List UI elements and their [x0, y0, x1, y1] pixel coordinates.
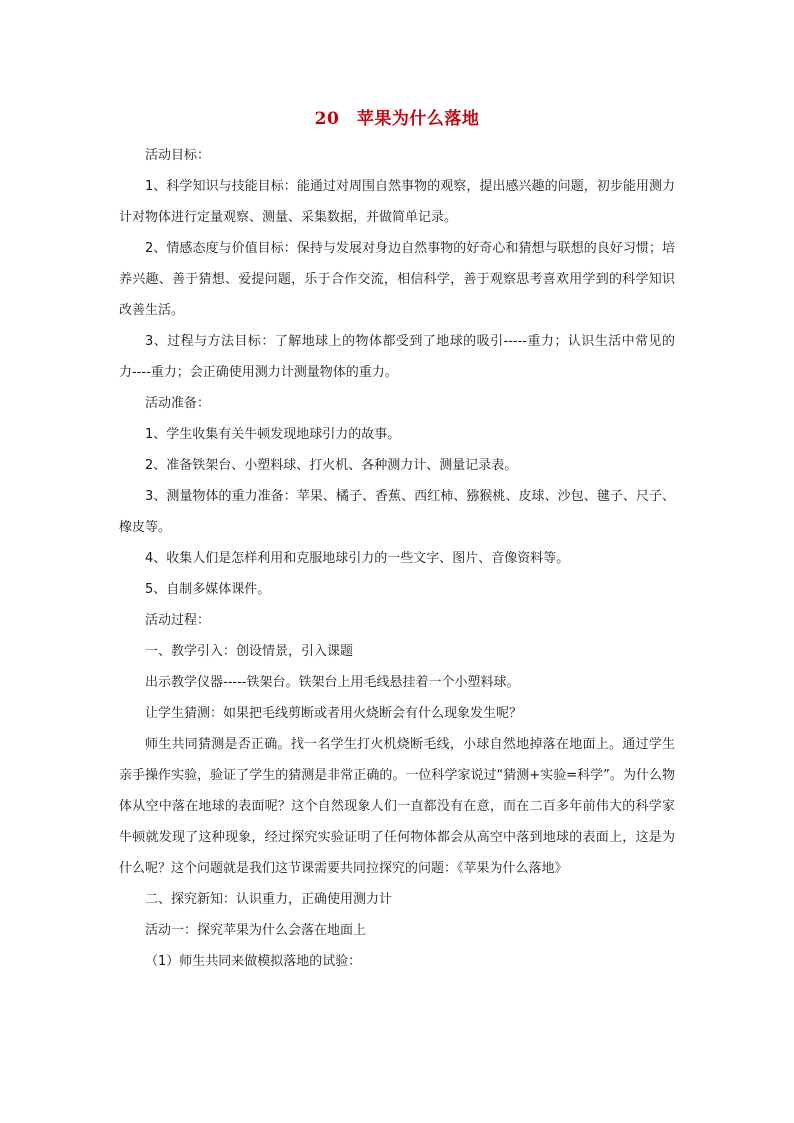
prep-item-4: 4、收集人们是怎样利用和克服地球引力的一些文字、图片、音像资料等。 [145, 551, 570, 566]
prep-item-5: 5、自制多媒体课件。 [145, 582, 271, 597]
prep-item-3: 3、测量物体的重力准备：苹果、橘子、香蕉、西红柿、猕猴桃、皮球、沙包、毽子、尺子、橡皮等。 [119, 489, 675, 535]
section-heading-goals: 活动目标： [145, 148, 211, 163]
process-step-explore: 二、探究新知：认识重力，正确使用测力计 [145, 892, 393, 907]
section-heading-preparation: 活动准备： [145, 396, 211, 411]
document-body [119, 140, 675, 977]
goal-attitude: 2、情感态度与价值目标：保持与发展对身边自然事物的好奇心和猜想与联想的良好习惯；培养兴趣、善于猜想、爱提问题，乐于合作交流，相信科学，善于观察思考喜欢用学到的科学知识改善生活。 [119, 241, 675, 318]
process-step-intro: 一、教学引入：创设情景，引入课题 [145, 644, 354, 659]
process-paragraph: 让学生猜测：如果把毛线剪断或者用火烧断会有什么现象发生呢？ [145, 706, 523, 721]
goal-method: 3、过程与方法目标：了解地球上的物体都受到了地球的吸引-----重力；认识生活中常见的力----重力；会正确使用测力计测量物体的重力。 [119, 334, 675, 380]
goal-knowledge: 1、科学知识与技能目标：能通过对周围自然事物的观察，提出感兴趣的问题，初步能用测力计对物体进行定量观察、测量、采集数据，并做简单记录。 [119, 179, 675, 225]
section-heading-process: 活动过程： [145, 613, 211, 628]
prep-item-1: 1、学生收集有关牛顿发现地球引力的故事。 [145, 427, 401, 442]
activity-heading: 活动一：探究苹果为什么会落在地面上 [145, 923, 367, 938]
prep-item-2: 2、准备铁架台、小塑料球、打火机、各种测力计、测量记录表。 [145, 458, 518, 473]
activity-item: （1）师生共同来做模拟落地的试验： [145, 954, 362, 969]
process-paragraph: 师生共同猜测是否正确。找一名学生打火机烧断毛线，小球自然地掉落在地面上。通过学生亲手操作实验，验证了学生的猜测是非常正确的。一位科学家说过“猜测+实验=科学”。为什么物体从空中落在地球的表面呢？这个自然现象人们一直都没有在意，而在二百多年前伟大的科学家牛顿就发现了这种现象，经过探究实验证明了任何物体都会从高空中落到地球的表面上，这是为什么呢？这个问题就是我们这节课需要共同拉探究的问题：《苹果为什么落地》 [119, 737, 675, 876]
process-paragraph: 出示教学仪器-----铁架台。铁架台上用毛线悬挂着一个小塑料球。 [145, 675, 520, 690]
document-title: 20 苹果为什么落地 [314, 109, 480, 129]
